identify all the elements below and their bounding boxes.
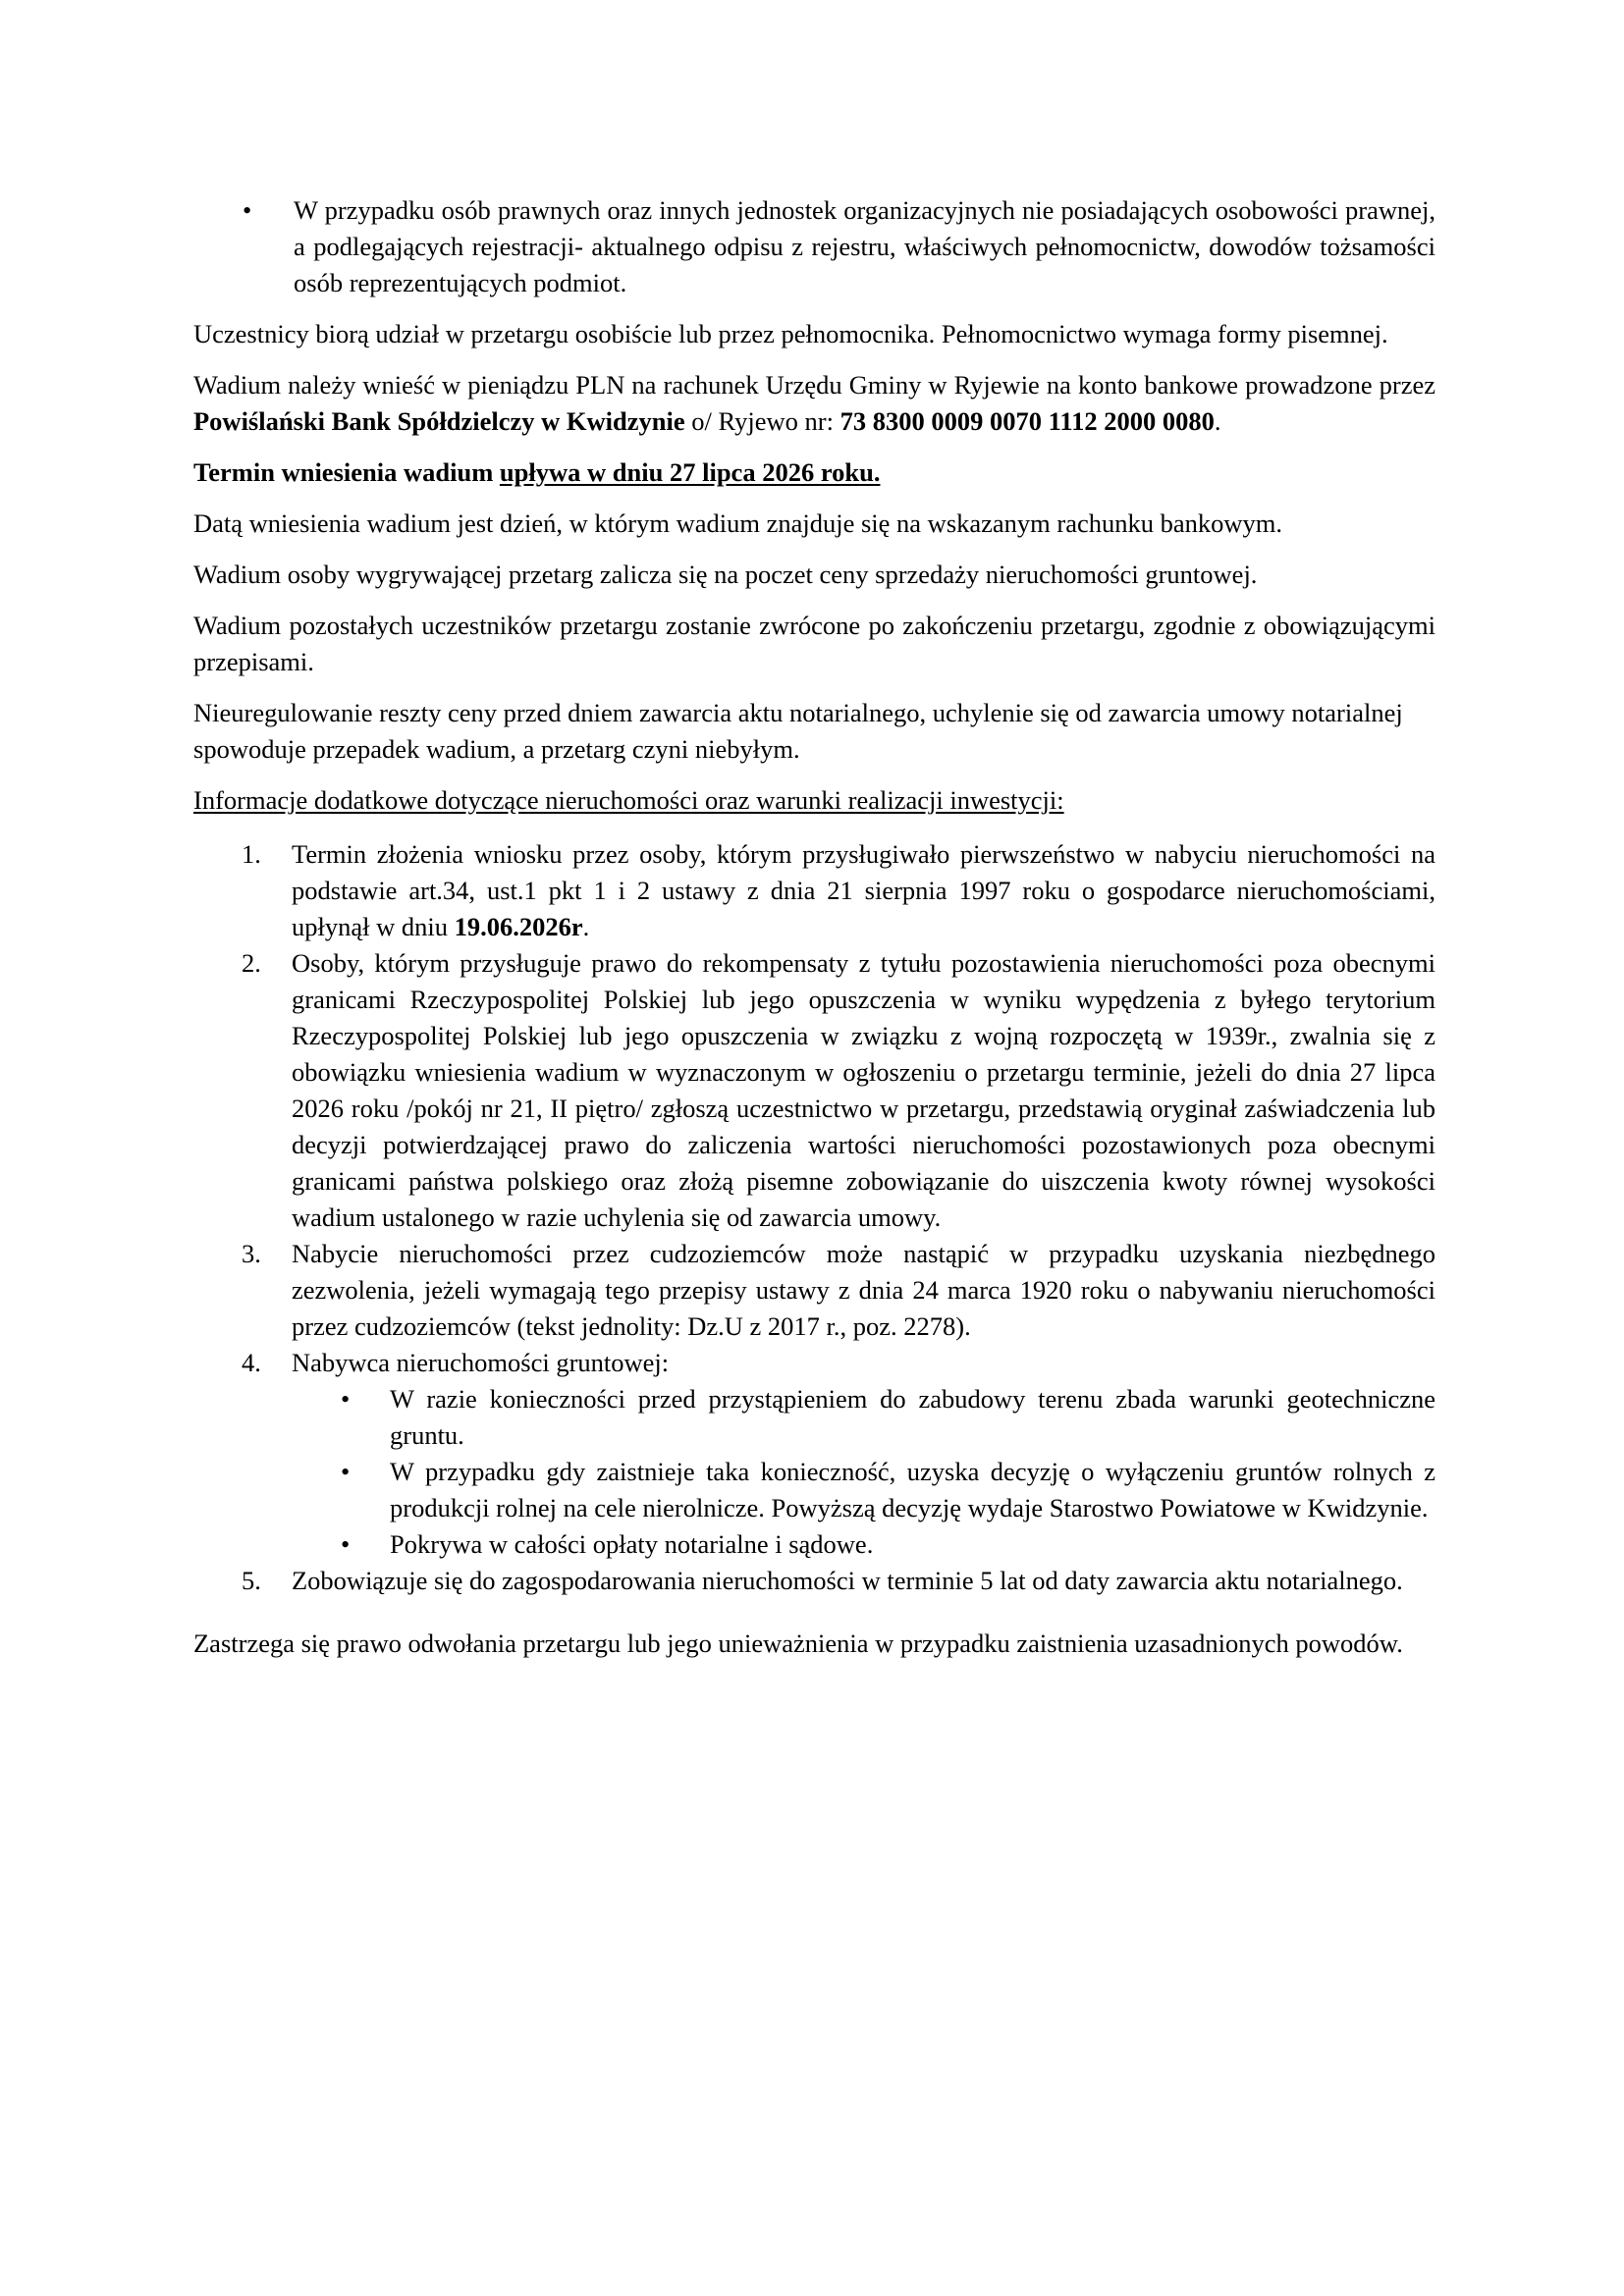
list-item-3 [193,1236,1435,1345]
sub-list-item [193,1454,1435,1526]
list-item-1 [193,836,1435,945]
deadline-label: Termin wniesienia wadium [193,457,500,487]
item-number: 2. [242,948,261,978]
item-1-date: 19.06.2026r [454,912,583,941]
item-1-end: . [582,912,590,941]
info-heading-text: Informacje dodatkowe dotyczące nieruchomości oraz warunki realizacji inwestycji: [193,785,1064,815]
deadline-date: upływa w dniu 27 lipca 2026 roku. [499,457,881,487]
intro-bullet-item [193,192,1435,301]
date-paragraph: Datą wniesienia wadium jest dzień, w którym wadium znajduje się na wskazanym rachunku bankowym. [193,508,1283,538]
sub-item-text: Pokrywa w całości opłaty notarialne i sądowe. [390,1529,874,1559]
account-number: 73 8300 0009 0070 1112 2000 0080 [839,406,1215,436]
item-3-text: Nabycie nieruchomości przez cudzoziemców może nastąpić w przypadku uzyskania niezbędnego zezwolenia, jeżeli wymagają tego przepisy ustawy z dnia 24 marca 1920 roku o nabywaniu nieruchomości przez cudzoziemców (tekst jednolity: Dz.U z 2017 r., poz. 2278). [292,1239,1435,1341]
item-4-text: Nabywca nieruchomości gruntowej: [292,1348,670,1377]
list-item-5 [193,1563,1435,1599]
numbered-list [193,836,1435,1599]
list-item-4 [193,1345,1435,1381]
item-number: 3. [242,1239,261,1268]
bullet-icon: • [341,1457,351,1486]
participants-paragraph: Uczestnicy biorą udział w przetargu osobiście lub przez pełnomocnika. Pełnomocnictwo wymaga formy pisemnej. [193,319,1388,348]
list-item-2 [193,945,1435,1236]
others-paragraph: Wadium pozostałych uczestników przetargu zostanie zwrócone po zakończeniu przetargu, zgodnie z obowiązującymi przepisami. [193,611,1435,676]
unpaid-paragraph: Nieuregulowanie reszty ceny przed dniem zawarcia aktu notarialnego, uchylenie się od zawarcia umowy notarialnej spowoduje przepadek wadium, a przetarg czyni niebyłym. [193,698,1403,764]
wadium-text-end: . [1214,406,1221,436]
item-number: 5. [242,1566,261,1595]
wadium-text-middle: o/ Ryjewo nr: [684,406,840,436]
document-page [193,192,1435,1677]
wadium-text-start: Wadium należy wnieść w pieniądzu PLN na rachunek Urzędu Gminy w Ryjewie na konto bankowe prowadzone przez [193,370,1435,400]
sub-item-text: W przypadku gdy zaistnieje taka konieczność, uzyska decyzję o wyłączeniu gruntów rolnych z produkcji rolnej na cele nierolnicze. Powyższą decyzję wydaje Starostwo Powiatowe w Kwidzynie. [390,1457,1435,1522]
bullet-icon: • [243,195,252,225]
item-1-text: Termin złożenia wniosku przez osoby, którym przysługiwało pierwszeństwo w nabyciu nieruchomości na podstawie art.34, ust.1 pkt 1 i 2 ustawy z dnia 21 sierpnia 1997 roku o gospodarce nieruchomościami, upłynął w dniu [292,839,1435,941]
bank-name: Powiślański Bank Spółdzielczy w Kwidzynie [193,406,685,436]
item-2-text: Osoby, którym przysługuje prawo do rekompensaty z tytułu pozostawienia nieruchomości poza obecnymi granicami Rzeczypospolitej Polskiej lub jego opuszczenia w wyniku wypędzenia z byłego terytorium Rzeczypospolitej Polskiej lub jego opuszczenia w związku z wojną rozpoczętą w 1939r., zwalnia się z obowiązku wniesienia wadium w wyznaczonym w ogłoszeniu o przetargu terminie, jeżeli do dnia 27 lipca 2026 roku /pokój nr 21, II piętro/ zgłoszą uczestnictwo w przetargu, przedstawią oryginał zaświadczenia lub decyzji potwierdzającej prawo do zaliczenia wartości nieruchomości pozostawionych poza obecnymi granicami państwa polskiego oraz złożą pisemne zobowiązanie do uiszczenia kwoty równej wysokości wadium ustalonego w razie uchylenia się od zawarcia umowy. [292,948,1435,1232]
bullet-icon: • [341,1529,351,1559]
bullet-icon: • [341,1384,351,1414]
item-5-text: Zobowiązuje się do zagospodarowania nieruchomości w terminie 5 lat od daty zawarcia aktu notarialnego. [292,1566,1403,1595]
winner-paragraph: Wadium osoby wygrywającej przetarg zalicza się na poczet ceny sprzedaży nieruchomości gruntowej. [193,560,1258,589]
sub-list-item [193,1526,1435,1563]
item-number: 4. [242,1348,261,1377]
deadline-paragraph [193,454,1435,491]
sub-item-text: W razie konieczności przed przystąpieniem do zabudowy terenu zbada warunki geotechniczne gruntu. [390,1384,1435,1450]
intro-bullet-text: W przypadku osób prawnych oraz innych jednostek organizacyjnych nie posiadających osobowości prawnej, a podlegających rejestracji- aktualnego odpisu z rejestru, właściwych pełnomocnictw, dowodów tożsamości osób reprezentujących podmiot. [294,195,1435,297]
sub-list-item [193,1381,1435,1454]
item-number: 1. [242,839,261,869]
wadium-paragraph [193,367,1435,440]
sub-list [193,1381,1435,1563]
info-heading [193,782,1435,819]
final-paragraph: Zastrzega się prawo odwołania przetargu lub jego unieważnienia w przypadku zaistnienia uzasadnionych powodów. [193,1629,1403,1658]
